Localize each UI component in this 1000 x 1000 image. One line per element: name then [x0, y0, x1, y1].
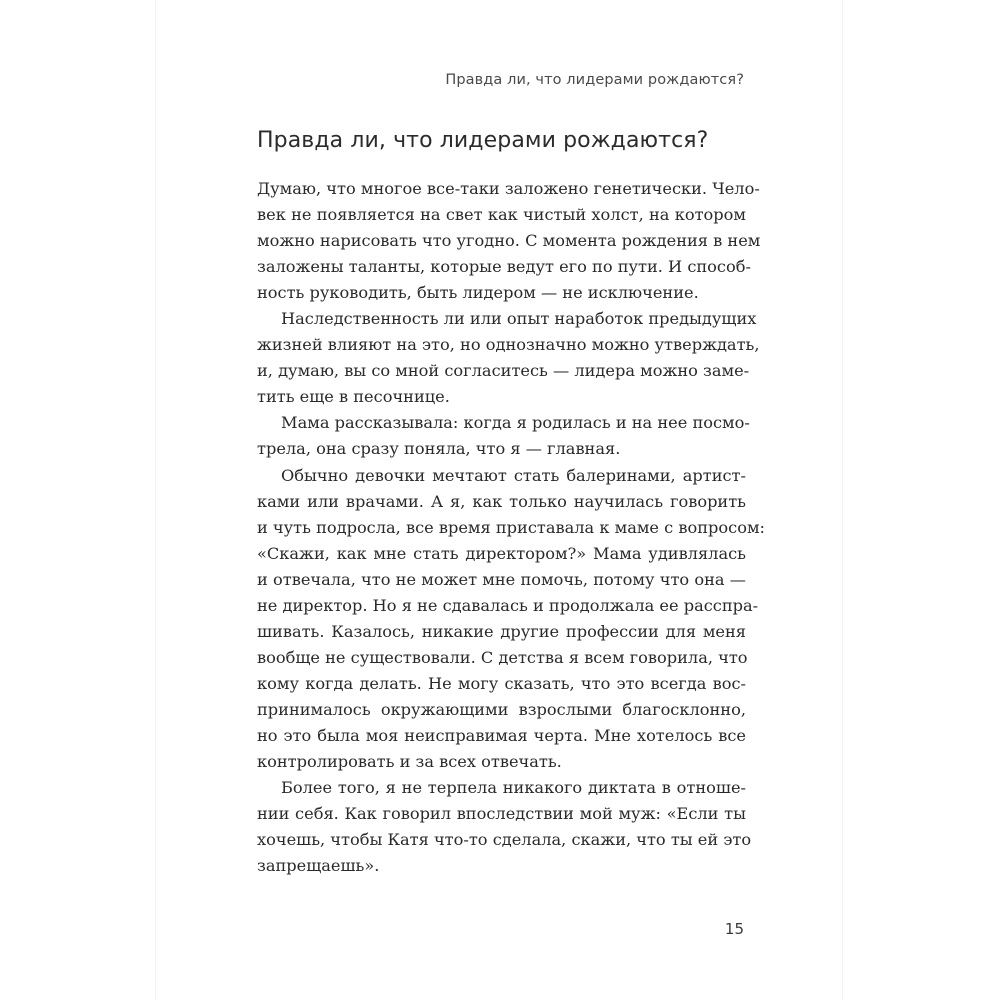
text-line: ность руководить, быть лидером — не исключение.: [257, 283, 699, 303]
text-line: но это была моя неисправимая черта. Мне хотелось все: [257, 725, 746, 745]
book-page: [155, 0, 843, 1000]
text-line: Мама рассказывала: когда я родилась и на нее посмо-: [281, 413, 750, 433]
text-line: ками или врачами. А я, как только научилась говорить: [257, 491, 746, 511]
chapter-title: Правда ли, что лидерами рождаются?: [257, 128, 709, 153]
text-line: Более того, я не терпела никакого диктата в отноше-: [281, 778, 746, 798]
text-line: заложены таланты, которые ведут его по пути. И способ-: [257, 257, 751, 277]
text-line: Думаю, что многое все-таки заложено генетически. Чело-: [257, 179, 760, 198]
text-line: и чуть подросла, все время приставала к маме с вопросом:: [257, 517, 765, 537]
text-line: кому когда делать. Не могу сказать, что это всегда вос-: [257, 673, 746, 693]
text-line: «Скажи, как мне стать директором?» Мама удивлялась: [257, 543, 746, 563]
text-line: трела, она сразу поняла, что я — главная.: [257, 439, 621, 459]
body-text: [257, 176, 765, 879]
text-line: век не появляется на свет как чистый холст, на котором: [257, 205, 746, 225]
text-line: Наследственность ли или опыт наработок предыдущих: [281, 309, 757, 329]
paragraph: [257, 775, 752, 879]
paragraph: [257, 410, 750, 462]
text-line: жизней влияют на это, но однозначно можно утверждать,: [257, 335, 760, 355]
text-line: вообще не существовали. С детства я всем говорила, что: [257, 647, 748, 667]
text-line: Обычно девочки мечтают стать балеринами, артист-: [281, 465, 746, 485]
page-number: 15: [724, 920, 744, 938]
text-line: хочешь, чтобы Катя что-то сделала, скажи, что ты ей это: [257, 830, 752, 850]
text-line: и отвечала, что не может мне помочь, потому что она —: [257, 569, 746, 589]
text-line: нии себя. Как говорил впоследствии мой муж: «Если ты: [257, 804, 746, 824]
paragraph: [257, 306, 760, 410]
text-line: тить еще в песочнице.: [257, 387, 450, 407]
text-line: не директор. Но я не сдавалась и продолжала ее расспра-: [257, 595, 759, 615]
text-line: запрещаешь».: [257, 856, 380, 876]
text-line: и, думаю, вы со мной согласитесь — лидера можно заме-: [257, 361, 750, 381]
running-header: Правда ли, что лидерами рождаются?: [445, 72, 744, 88]
paragraph: [257, 176, 761, 306]
paragraph: [257, 463, 765, 776]
text-line: контролировать и за всех отвечать.: [257, 752, 562, 772]
text-line: можно нарисовать что угодно. С момента рождения в нем: [257, 231, 761, 251]
text-line: принималось окружающими взрослыми благосклонно,: [257, 699, 746, 719]
text-line: шивать. Казалось, никакие другие профессии для меня: [257, 621, 746, 641]
